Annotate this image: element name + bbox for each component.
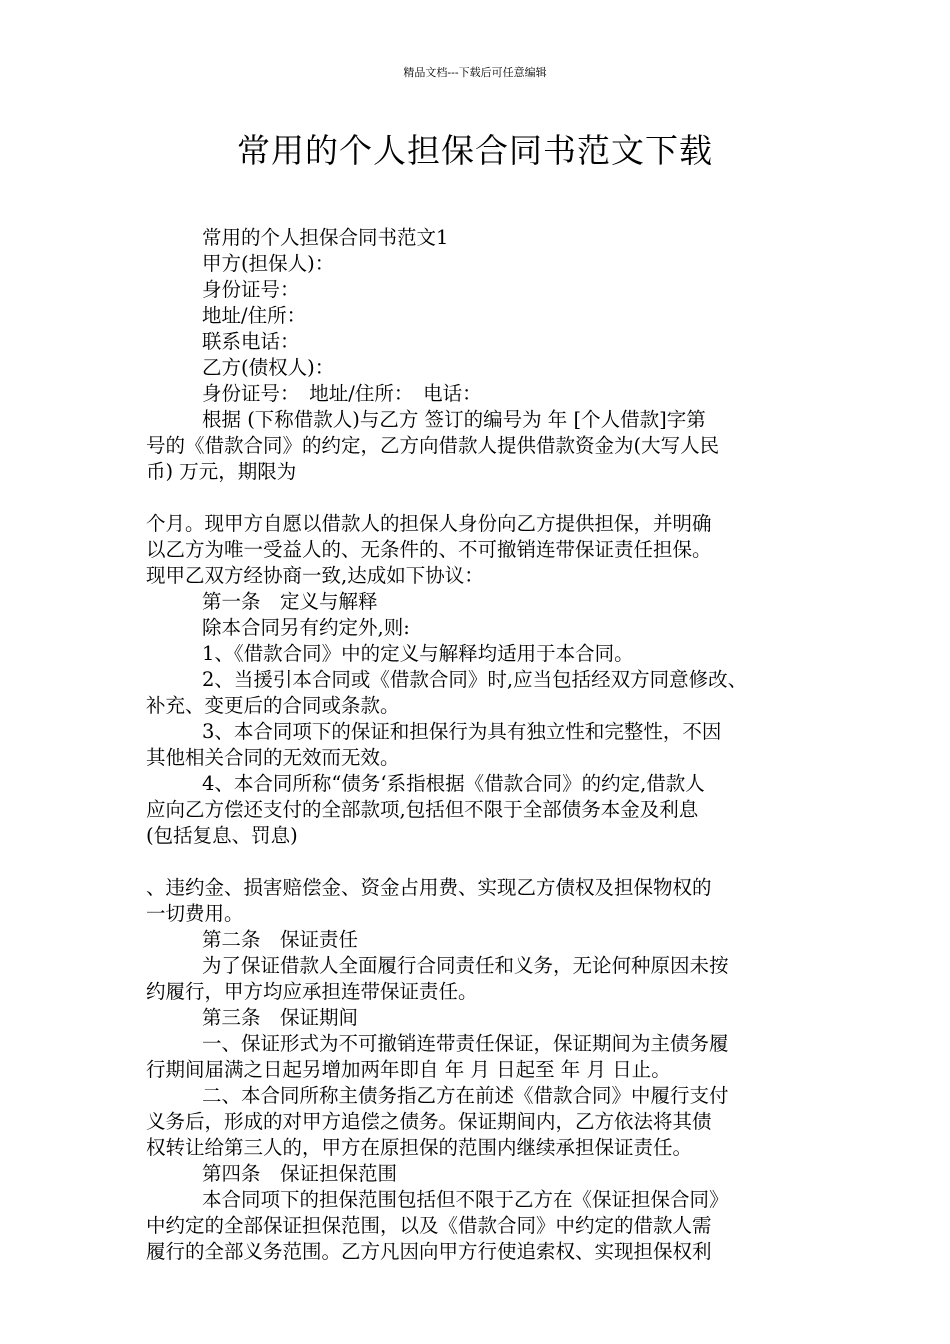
text-line: 应向乙方偿还支付的全部款项,包括但不限于全部债务本金及利息 — [146, 798, 699, 821]
text-line: 第四条 保证担保范围 — [202, 1162, 398, 1185]
text-line: 现甲乙双方经协商一致,达成如下协议： — [146, 564, 484, 587]
text-line: 2、当援引本合同或《借款合同》时,应当包括经双方同意修改、 — [202, 668, 748, 691]
blank-line — [146, 849, 812, 875]
text-line: 二、本合同所称主债务指乙方在前述《借款合同》中履行支付 — [202, 1084, 729, 1107]
blank-line — [146, 485, 812, 511]
text-line: 为了保证借款人全面履行合同责任和义务，无论何种原因未按 — [202, 954, 729, 977]
text-line: 一、保证形式为不可撤销连带责任保证，保证期间为主债务履 — [202, 1032, 729, 1055]
text-line: 第三条 保证期间 — [202, 1006, 359, 1029]
text-line: 个月。现甲方自愿以借款人的担保人身份向乙方提供担保，并明确 — [146, 512, 712, 535]
text-line: 根据 (下称借款人)与乙方 签订的编号为 年 [个人借款]字第 — [202, 408, 706, 431]
text-line: 约履行，甲方均应承担连带保证责任。 — [146, 980, 478, 1003]
text-line: 号的《借款合同》的约定，乙方向借款人提供借款资金为(大写人民 — [146, 434, 720, 457]
text-line: 一切费用。 — [146, 902, 244, 925]
text-line: 身份证号： 地址/住所： 电话： — [202, 382, 482, 405]
text-line: 义务后，形成的对甲方追偿之债务。保证期间内，乙方依法将其债 — [146, 1110, 712, 1133]
text-line: 中约定的全部保证担保范围，以及《借款合同》中约定的借款人需 — [146, 1214, 712, 1237]
text-line: 4、本合同所称“债务‘系指根据《借款合同》的约定,借款人 — [202, 772, 705, 795]
text-line: 行期间届满之日起另增加两年即自 年 月 日起至 年 月 日止。 — [146, 1058, 671, 1081]
text-line: 补充、变更后的合同或条款。 — [146, 694, 400, 717]
text-line: 以乙方为唯一受益人的、无条件的、不可撤销连带保证责任担保。 — [146, 538, 712, 561]
page-header-note: 精品文档---下载后可任意编辑 — [403, 66, 547, 79]
text-line: 1、《借款合同》中的定义与解释均适用于本合同。 — [202, 642, 634, 665]
text-line: 常用的个人担保合同书范文1 — [202, 226, 449, 249]
text-line: 权转让给第三人的，甲方在原担保的范围内继续承担保证责任。 — [146, 1136, 693, 1159]
text-line: 履行的全部义务范围。乙方凡因向甲方行使追索权、实现担保权利 — [146, 1240, 712, 1263]
text-line: 、违约金、损害赔偿金、资金占用费、实现乙方债权及担保物权的 — [146, 876, 712, 899]
text-line: 第一条 定义与解释 — [202, 590, 378, 613]
text-line: 本合同项下的担保范围包括但不限于乙方在《保证担保合同》 — [202, 1188, 729, 1211]
text-line: 除本合同另有约定外,则: — [202, 616, 410, 639]
text-line: 乙方(债权人)： — [202, 356, 335, 379]
document-title: 常用的个人担保合同书范文下载 — [237, 131, 713, 170]
text-line: 其他相关合同的无效而无效。 — [146, 746, 400, 769]
text-line: 3、本合同项下的保证和担保行为具有独立性和完整性，不因 — [202, 720, 722, 743]
text-line: (包括复息、罚息) — [146, 824, 298, 847]
text-line: 甲方(担保人)： — [202, 252, 335, 275]
text-line: 第二条 保证责任 — [202, 928, 359, 951]
document-body — [146, 225, 812, 1265]
text-line: 地址/住所： — [202, 304, 307, 327]
text-line: 身份证号： — [202, 278, 300, 301]
text-line: 币) 万元，期限为 — [146, 460, 297, 483]
text-line: 联系电话： — [202, 330, 300, 353]
